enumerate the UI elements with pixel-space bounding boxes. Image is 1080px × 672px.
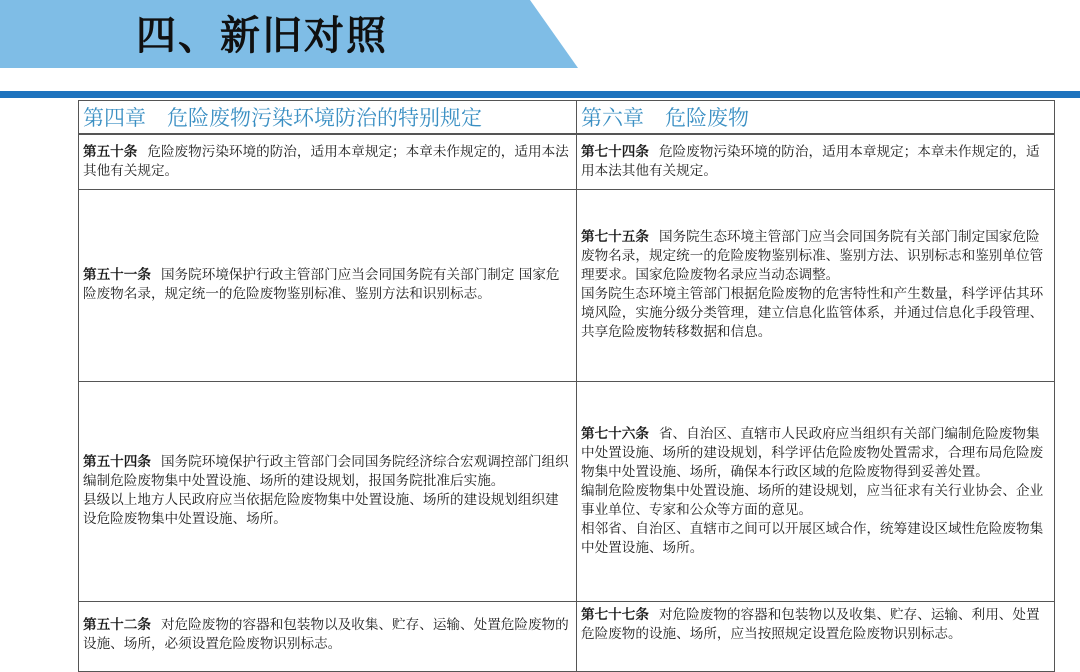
article-text: 县级以上地方人民政府应当依据危险废物集中处置设施、场所的建设规划组织建设危险废物集中处置设施、场所。 [83,492,559,527]
new-article-cell [577,228,1054,342]
new-article-cell [577,425,1054,558]
new-law-chapter-heading: 第六章 危险废物 [581,106,749,130]
article-number: 第七十六条 [581,425,649,442]
old-article-cell [79,453,576,529]
table-row [79,134,1055,189]
article-text: 对危险废物的容器和包装物以及收集、贮存、运输、处置危险废物的设施、场所，必须设置危险废物识别标志。 [83,616,569,652]
article-number: 第七十七条 [581,606,649,623]
article-text: 国务院环境保护行政主管部门会同国务院经济综合宏观调控部门组织编制危险废物集中处置设施、场所的建设规划，报国务院批准后实施。 [83,454,569,489]
article-text: 对危险废物的容器和包装物以及收集、贮存、运输、利用、处置危险废物的设施、场所，应当按照规定设置危险废物识别标志。 [581,606,1040,642]
article-text: 相邻省、自治区、直辖市之间可以开展区域合作，统筹建设区域性危险废物集中处置设施、场所。 [581,520,1044,556]
article-text: 国务院环境保护行政主管部门应当会同国务院有关部门制定 国家危险废物名录，规定统一的危险废物鉴别标准、鉴别方法和识别标志。 [83,267,560,302]
header-rule [0,91,1080,98]
article-number: 第七十四条 [581,144,649,160]
comparison-table [78,100,1055,672]
article-number: 第七十五条 [581,229,649,245]
page-title: 四、新旧对照 [136,13,388,59]
new-article-cell [577,135,1054,181]
table-row [79,381,1055,601]
table-row [79,601,1055,671]
article-text: 省、自治区、直辖市人民政府应当组织有关部门编制危险废物集中处置设施、场所的建设规划，科学评估危险废物处置需求，合理布局危险废物集中处置设施、场所，确保本行政区域的危险废物得到妥善处置。 [581,425,1044,480]
article-text: 编制危险废物集中处置设施、场所的建设规划，应当征求有关行业协会、企业事业单位、专家和公众等方面的意见。 [581,482,1044,518]
old-article-cell [79,135,576,181]
article-text: 危险废物污染环境的防治，适用本章规定；本章未作规定的，适用本法其他有关规定。 [581,144,1040,179]
old-law-chapter-heading: 第四章 危险废物污染环境防治的特别规定 [83,106,482,130]
table-header-row [79,101,1055,135]
article-text: 国务院生态环境主管部门应当会同国务院有关部门制定国家危险废物名录，规定统一的危险废物鉴别标准、鉴别方法、识别标志和鉴别单位管理要求。国家危险废物名录应当动态调整。 [581,229,1044,283]
article-number: 第五十一条 [83,267,151,283]
article-text: 国务院生态环境主管部门根据危险废物的危害特性和产生数量，科学评估其环境风险，实施分级分类管理，建立信息化监管体系，并通过信息化手段管理、共享危险废物转移数据和信息。 [581,286,1044,340]
article-text: 危险废物污染环境的防治，适用本章规定；本章未作规定的，适用本法其他有关规定。 [83,144,569,179]
article-number: 第五十二条 [83,616,151,633]
article-number: 第五十四条 [83,454,151,470]
old-article-cell [79,266,576,304]
table-row [79,189,1055,381]
article-number: 第五十条 [83,144,138,160]
old-article-cell [79,602,576,654]
new-article-cell [577,602,1054,644]
